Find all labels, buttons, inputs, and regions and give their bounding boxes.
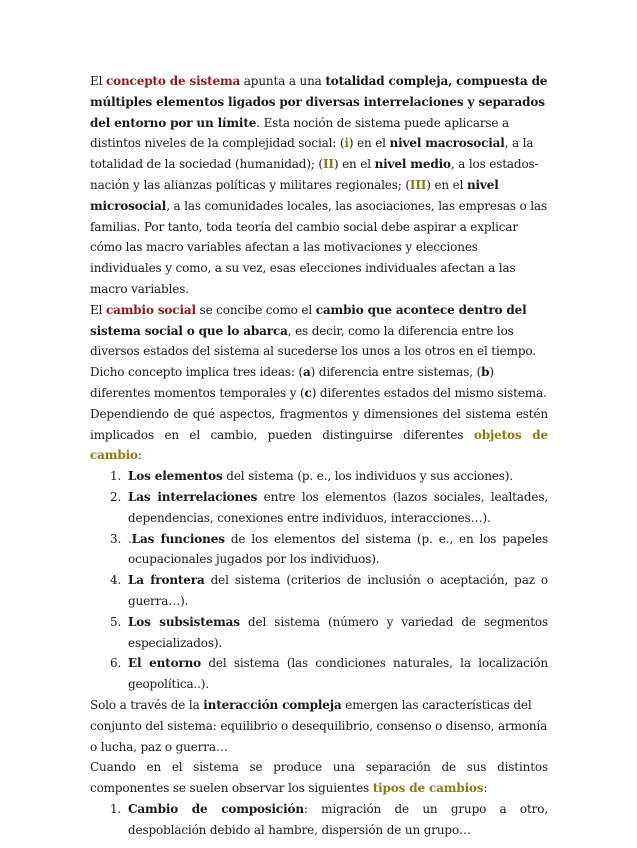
paragraph-cambio-social: El cambio social se concibe como el cambio que acontece dentro del sistema social o que lo abarca, es decir, como la diferencia entre los diversos estados del sistema al sucederse los unos a los otros en el tiempo. Dicho concepto implica tres ideas: (a) diferencia entre sistemas, (b) diferentes momentos temporales y (c) diferentes estados del mismo sistema. — [90, 302, 547, 400]
list-item: 4. La frontera del sistema (criterios de inclusión o aceptación, paz o guerra…). — [110, 573, 548, 608]
term-nivel-microsocial: nivel microsocial — [90, 177, 499, 213]
term-cambio-social: cambio social — [105, 302, 196, 317]
idea-marker-b: b — [481, 365, 490, 380]
list-item: 1. Cambio de composición: migración de un grupo a otro, despoblación debido al hambre, dispersión de un grupo… — [110, 801, 548, 837]
list-item: 2. Las interrelaciones entre los elementos (lazos sociales, lealtades, dependencias, conexiones entre individuos, interacciones…). — [110, 489, 549, 525]
list-item: 6. El entorno del sistema (las condiciones naturales, la localización geopolítica..). — [110, 656, 548, 692]
definition-sistema: totalidad compleja, compuesta de múltiples elementos ligados por diversas interrelaciones y separados del entorno por un límite — [90, 74, 548, 130]
level-marker-3: III — [409, 177, 427, 192]
term-objetos-cambio: objetos de cambio — [90, 427, 548, 463]
definition-cambio-social: cambio que acontece dentro del sistema social o que lo abarca — [90, 302, 527, 338]
list-objetos-cambio — [90, 466, 548, 695]
level-marker-2: II — [322, 157, 334, 172]
term-interaccion-compleja: interacción compleja — [203, 697, 342, 712]
term-nivel-macrosocial: nivel macrosocial — [389, 136, 505, 151]
idea-marker-c: c — [304, 385, 312, 400]
idea-marker-a: a — [302, 365, 311, 380]
list-item: 1. Los elementos del sistema (p. e., los individuos y sus acciones). — [110, 469, 513, 484]
paragraph-objetos-cambio: Dependiendo de qué aspectos, fragmentos y dimensiones del sistema estén implicados en el cambio, pueden distinguirse diferentes objetos de cambio: — [90, 406, 548, 463]
list-tipos-cambios — [90, 799, 548, 841]
list-item: 5. Los subsistemas del sistema (número y variedad de segmentos especializados). — [110, 614, 548, 650]
list-item: 3. .Las funciones de los elementos del sistema (p. e., en los papeles ocupacionales jugados por los individuos). — [110, 531, 548, 567]
level-marker-1: i — [344, 136, 349, 151]
term-nivel-medio: nivel medio — [374, 157, 451, 172]
term-tipos-cambios: tipos de cambios — [372, 781, 484, 796]
document-page — [90, 71, 548, 840]
paragraph-concepto-sistema: El concepto de sistema apunta a una totalidad compleja, compuesta de múltiples elementos ligados por diversas interrelaciones y separados del entorno por un límite. Esta noción de sistema puede aplicarse a distintos niveles de la complejidad social: (i) en el nivel macrosocial, a la totalidad de la sociedad (humanidad); (II) en el nivel medio, a los estados-nación y las alianzas políticas y militares regionales; (III) en el nivel microsocial, a las comunidades locales, las asociaciones, las empresas o las familias. Por tanto, toda teoría del cambio social debe aspirar a explicar cómo las macro variables afectan a las motivaciones y elecciones individuales y como, a su vez, esas elecciones individuales afectan a las macro variables. — [90, 74, 548, 296]
term-concepto-sistema: concepto de sistema — [105, 74, 241, 88]
paragraph-interaccion-compleja: Solo a través de la interacción compleja emergen las características del conjunto del sistema: equilibrio o desequilibrio, consenso o disenso, armonía o lucha, paz o guerra… — [90, 697, 548, 754]
paragraph-tipos-cambios: Cuando en el sistema se produce una separación de sus distintos componentes se suelen observar los siguientes tipos de cambios: — [90, 760, 548, 796]
